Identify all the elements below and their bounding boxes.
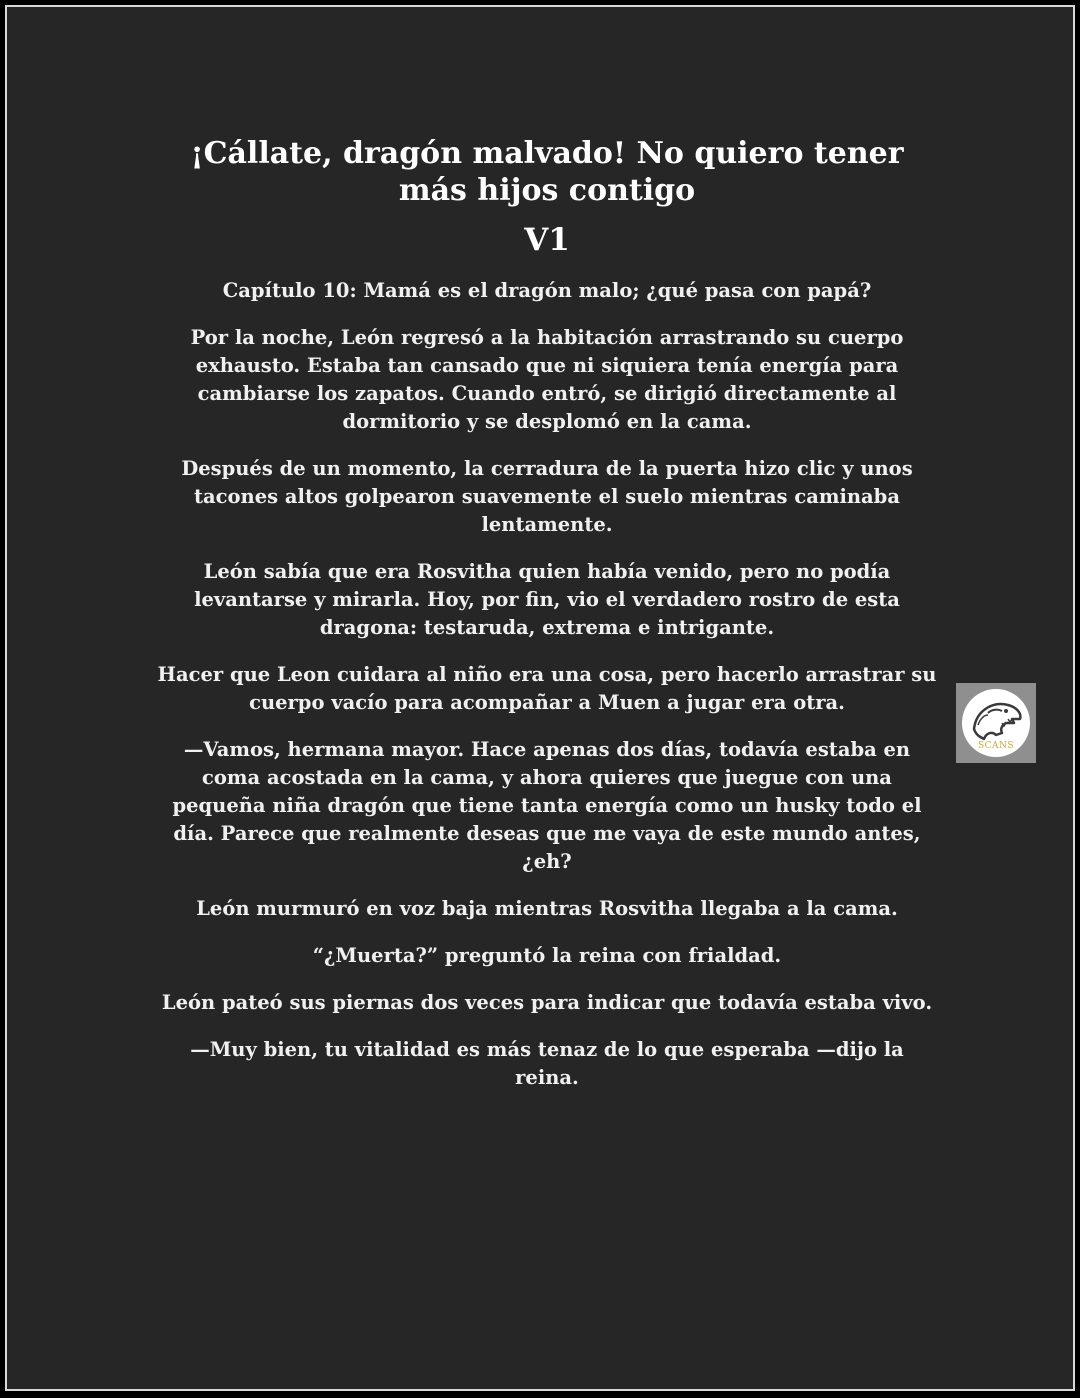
page-frame (5, 5, 1075, 1391)
scanlation-logo (956, 683, 1036, 763)
chapter-heading: Capítulo 10: Mamá es el dragón malo; ¿qué pasa con papá? (222, 279, 872, 302)
title-line-2: más hijos contigo (398, 173, 696, 208)
paragraph: León murmuró en voz baja mientras Rosvitha llegaba a la cama. (196, 897, 898, 920)
title-line-1: ¡Cállate, dragón malvado! No quiero tener (190, 136, 904, 171)
paragraph-list (157, 324, 937, 1092)
volume-label: V1 (524, 222, 570, 258)
logo-text: SCANS (977, 741, 1015, 751)
paragraph: Por la noche, León regresó a la habitación arrastrando su cuerpo exhausto. Estaba tan cansado que ni siquiera tenía energía para cambiarse los zapatos. Cuando entró, se dirigió directamente al dormitorio y se desplomó en la cama. (190, 326, 904, 433)
document-body (157, 135, 937, 1092)
paragraph: Después de un momento, la cerradura de la puerta hizo clic y unos tacones altos golpearon suavemente el suelo mientras caminaba lentamente. (181, 457, 913, 536)
document-title (157, 135, 937, 209)
paragraph: León pateó sus piernas dos veces para indicar que todavía estaba vivo. (161, 991, 933, 1014)
paragraph: Hacer que Leon cuidara al niño era una cosa, pero hacerlo arrastrar su cuerpo vacío para acompañar a Muen a jugar era otra. (157, 663, 937, 714)
paragraph: —Muy bien, tu vitalidad es más tenaz de lo que esperaba —dijo la reina. (190, 1038, 904, 1089)
paragraph: —Vamos, hermana mayor. Hace apenas dos días, todavía estaba en coma acostada en la cama, y ahora quieres que juegue con una pequeña niña dragón que tiene tanta energía como un husky todo el día. Parece que realmente deseas que me vaya de este mundo antes, ¿eh? (172, 738, 922, 873)
paragraph: León sabía que era Rosvitha quien había venido, pero no podía levantarse y mirarla. Hoy, por fin, vio el verdadero rostro de esta dragona: testaruda, extrema e intrigante. (194, 560, 900, 639)
paragraph: “¿Muerta?” preguntó la reina con frialdad. (312, 944, 782, 967)
